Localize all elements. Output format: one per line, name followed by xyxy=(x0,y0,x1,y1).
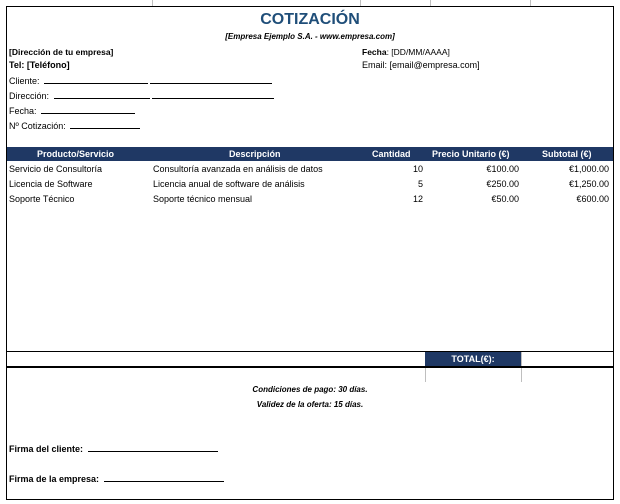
company-phone: Tel: [Teléfono] xyxy=(9,60,70,70)
grid-line xyxy=(425,368,426,382)
email-header xyxy=(362,60,480,70)
table-header xyxy=(7,147,613,161)
date-field-label: Fecha: xyxy=(9,106,40,116)
table-row xyxy=(7,162,613,177)
row-unit-price: €250.00 xyxy=(486,179,519,189)
quote-sheet xyxy=(6,6,614,500)
date-header xyxy=(362,47,450,57)
row-product: Licencia de Software xyxy=(9,179,93,189)
row-description: Licencia anual de software de análisis xyxy=(153,179,305,189)
row-subtotal: €1,250.00 xyxy=(568,179,609,189)
col-subtotal: Subtotal (€) xyxy=(542,149,592,159)
row-subtotal: €600.00 xyxy=(576,194,609,204)
company-signature-field[interactable] xyxy=(9,473,224,484)
company-signature-label: Firma de la empresa: xyxy=(9,474,102,484)
address-label: Dirección: xyxy=(9,91,52,101)
client-signature-label: Firma del cliente: xyxy=(9,444,86,454)
row-description: Soporte técnico mensual xyxy=(153,194,253,204)
client-signature-field[interactable] xyxy=(9,443,218,454)
row-qty: 12 xyxy=(412,194,423,204)
row-unit-price: €50.00 xyxy=(491,194,519,204)
total-value-cell[interactable] xyxy=(521,352,614,366)
company-address: [Dirección de tu empresa] xyxy=(9,47,114,57)
address-field[interactable] xyxy=(9,90,274,101)
grid-line xyxy=(521,368,522,382)
row-product: Soporte Técnico xyxy=(9,194,75,204)
offer-validity: Validez de la oferta: 15 días. xyxy=(256,400,364,409)
email-value: [email@empresa.com] xyxy=(389,60,480,70)
date-field[interactable] xyxy=(9,105,135,116)
row-product: Servicio de Consultoría xyxy=(9,164,103,174)
row-description: Consultoría avanzada en análisis de datos xyxy=(153,164,323,174)
row-qty: 5 xyxy=(417,179,423,189)
row-qty: 10 xyxy=(412,164,423,174)
table-row xyxy=(7,192,613,207)
row-subtotal: €1,000.00 xyxy=(568,164,609,174)
client-field[interactable] xyxy=(9,75,272,86)
quote-number-field[interactable] xyxy=(9,120,140,131)
email-label: Email: xyxy=(362,60,390,70)
total-label: TOTAL(€): xyxy=(425,352,521,366)
client-label: Cliente: xyxy=(9,76,43,86)
col-unit-price: Precio Unitario (€) xyxy=(432,149,510,159)
date-header-label: Fecha xyxy=(362,47,387,57)
payment-terms: Condiciones de pago: 30 días. xyxy=(252,385,368,394)
total-bottom-border xyxy=(7,366,613,368)
col-product: Producto/Servicio xyxy=(37,149,115,159)
col-quantity: Cantidad xyxy=(372,149,411,159)
date-header-value: : [DD/MM/AAAA] xyxy=(386,47,450,57)
row-unit-price: €100.00 xyxy=(486,164,519,174)
table-row xyxy=(7,177,613,192)
company-subtitle: [Empresa Ejemplo S.A. - www.empresa.com] xyxy=(225,32,395,41)
col-description: Descripción xyxy=(229,149,281,159)
document-title: COTIZACIÓN xyxy=(260,11,360,28)
quote-number-label: Nº Cotización: xyxy=(9,121,69,131)
